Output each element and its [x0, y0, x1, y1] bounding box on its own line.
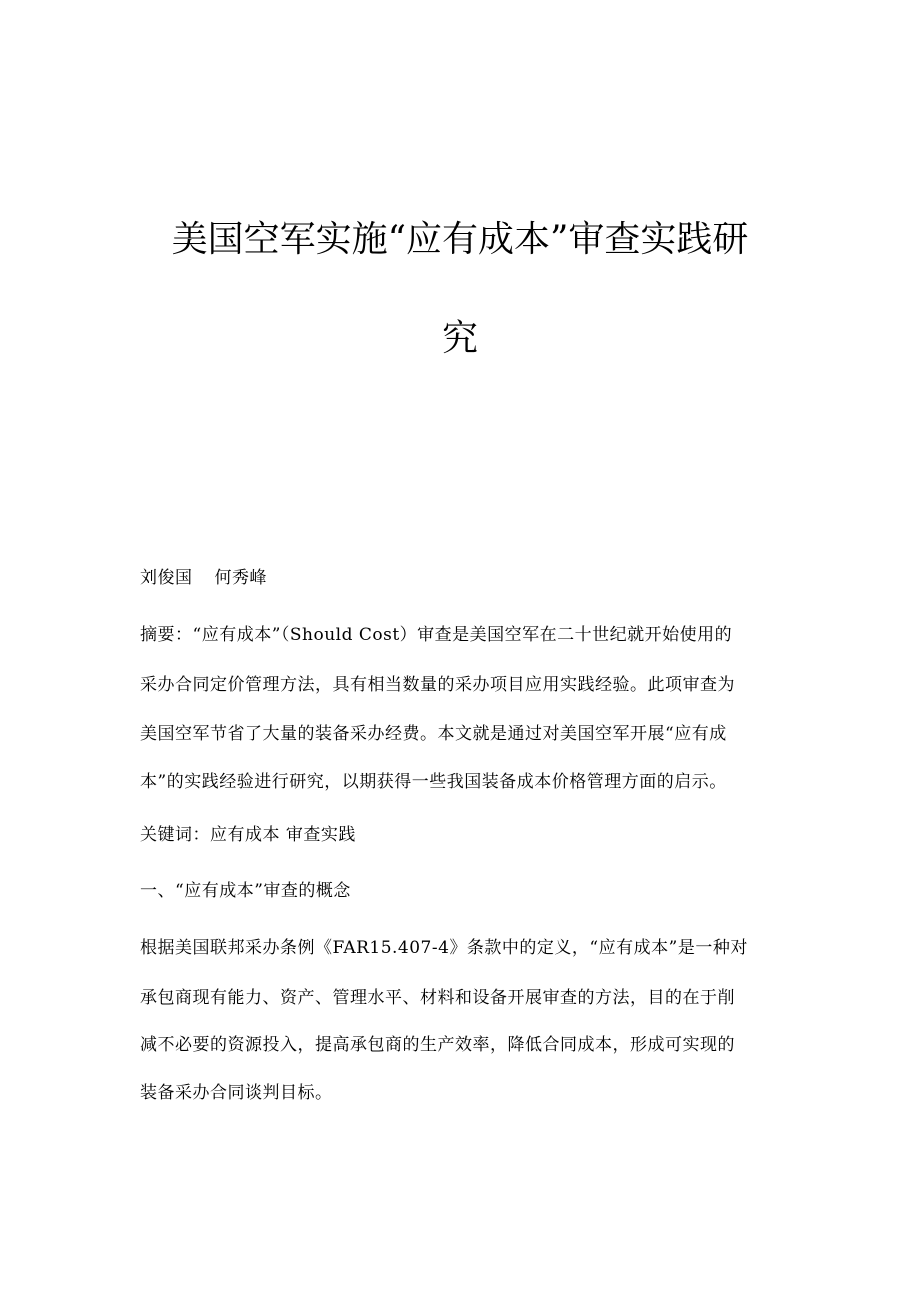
paragraph-line: 根据美国联邦采办条例《FAR15.407-4》条款中的定义，“应有成本”是一种对 — [140, 938, 748, 958]
author-name: 刘俊国 — [140, 568, 193, 588]
abstract-line: 美国空军节省了大量的装备采办经费。本文就是通过对美国空军开展“应有成 — [140, 724, 727, 744]
author-line — [140, 563, 790, 593]
author-name: 何秀峰 — [214, 568, 267, 588]
abstract-line: 本”的实践经验进行研究，以期获得一些我国装备成本价格管理方面的启示。 — [140, 772, 727, 792]
abstract-line: 摘要：“应有成本”（Should Cost）审查是美国空军在二十世纪就开始使用的 — [140, 625, 733, 645]
document-title-line-2: 究 — [441, 318, 478, 359]
document-title-line-1: 美国空军实施“应有成本”审查实践研 — [171, 219, 749, 260]
paragraph-line: 减不必要的资源投入，提高承包商的生产效率，降低合同成本，形成可实现的 — [140, 1035, 735, 1055]
section-heading: 一、“应有成本”审查的概念 — [140, 881, 351, 901]
abstract-line: 采办合同定价管理方法，具有相当数量的采办项目应用实践经验。此项审查为 — [140, 675, 735, 695]
paragraph-line: 承包商现有能力、资产、管理水平、材料和设备开展审查的方法，目的在于削 — [140, 988, 735, 1008]
paragraph-line: 装备采办合同谈判目标。 — [140, 1083, 333, 1103]
keywords-line: 关键词：应有成本 审查实践 — [140, 825, 356, 845]
